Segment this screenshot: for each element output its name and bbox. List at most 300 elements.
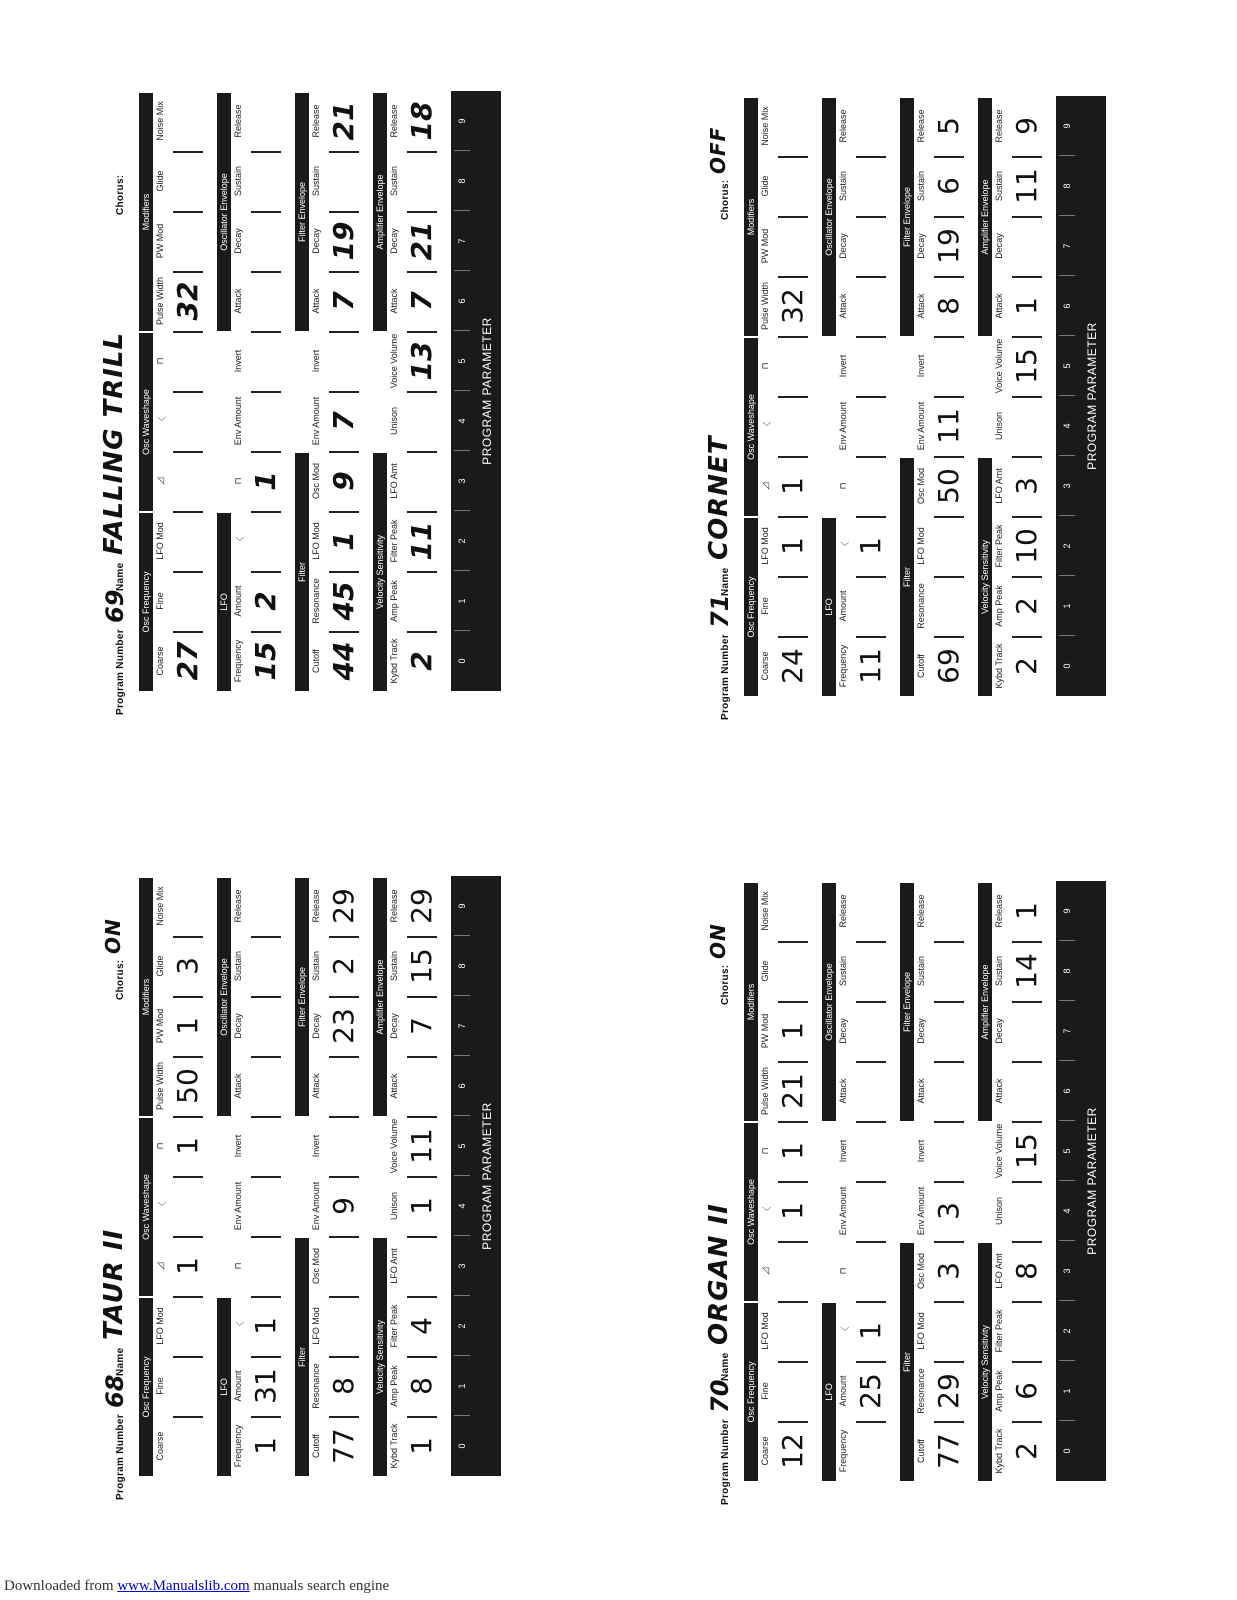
parameter-cell[interactable] [836, 576, 898, 636]
group-header: Oscillator Envelope [217, 878, 231, 1116]
parameter-value: 29 [932, 1373, 965, 1409]
parameter-cell[interactable] [914, 1061, 976, 1121]
cell-divider [778, 396, 808, 398]
parameter-cell[interactable] [992, 1241, 1054, 1301]
number-divider [454, 450, 470, 451]
parameter-name: Decay [994, 1018, 1004, 1044]
parameter-cell[interactable] [758, 156, 820, 216]
parameter-row [978, 881, 1056, 1481]
parameter-cell[interactable] [758, 1241, 820, 1301]
cell-divider [1012, 941, 1042, 943]
parameter-cell[interactable] [758, 576, 820, 636]
parameter-cell[interactable] [231, 91, 293, 151]
parameter-cell[interactable] [914, 1001, 976, 1061]
column-number: 3 [1062, 1268, 1072, 1274]
group-headers [822, 96, 836, 696]
parameter-cell[interactable] [309, 331, 371, 391]
parameter-cell[interactable] [153, 91, 215, 151]
parameter-cell[interactable] [153, 1416, 215, 1476]
parameter-cell[interactable] [153, 876, 215, 936]
parameter-value: 1 [854, 537, 887, 555]
parameter-cell[interactable] [914, 576, 976, 636]
column-number: 2 [1062, 543, 1072, 549]
parameter-value: 7 [405, 291, 438, 311]
parameter-value: 27 [171, 641, 204, 681]
parameter-cell[interactable] [758, 516, 820, 576]
parameter-cell[interactable] [992, 941, 1054, 1001]
parameter-name: Attack [838, 293, 848, 319]
parameter-cell[interactable] [387, 1176, 449, 1236]
parameter-cell[interactable] [309, 571, 371, 631]
parameter-cell[interactable] [387, 1116, 449, 1176]
parameter-name: Kybd Track [994, 643, 1004, 689]
parameter-cell[interactable] [758, 941, 820, 1001]
parameter-name: Env Amount [233, 396, 243, 446]
parameter-cell[interactable] [992, 216, 1054, 276]
cell-divider [856, 1241, 886, 1243]
cell-divider [407, 1236, 437, 1238]
parameter-cell[interactable] [836, 1001, 898, 1061]
parameter-cell[interactable] [836, 1061, 898, 1121]
parameter-cell[interactable] [992, 881, 1054, 941]
cell-divider [407, 511, 437, 513]
parameter-cell[interactable] [309, 996, 371, 1056]
parameter-cell[interactable] [758, 336, 820, 396]
parameter-cell[interactable] [836, 216, 898, 276]
parameter-cell[interactable] [836, 881, 898, 941]
number-divider [1059, 215, 1075, 216]
parameter-cell[interactable] [387, 151, 449, 211]
parameter-cell[interactable] [836, 1361, 898, 1421]
cell-divider [856, 1301, 886, 1303]
parameter-name: LFO Amt [994, 1253, 1004, 1289]
chorus-label: Chorus: [720, 179, 731, 220]
parameter-cell[interactable] [992, 576, 1054, 636]
number-divider [454, 1055, 470, 1056]
parameter-name: Voice Volume [994, 1123, 1004, 1179]
column-number: 1 [457, 1383, 467, 1389]
parameter-value: 11 [1010, 168, 1043, 204]
parameter-name: 〈 [840, 541, 850, 551]
parameter-cell[interactable] [387, 1416, 449, 1476]
parameter-cell[interactable] [758, 1181, 820, 1241]
column-number: 6 [457, 298, 467, 304]
parameter-cell[interactable] [758, 1361, 820, 1421]
parameter-cell[interactable] [309, 151, 371, 211]
parameter-cell[interactable] [387, 211, 449, 271]
parameter-name: LFO Amt [389, 1248, 399, 1284]
cell-divider [1012, 456, 1042, 458]
parameter-name: Glide [760, 175, 770, 197]
parameter-value: 50 [932, 468, 965, 504]
parameter-cell[interactable] [992, 156, 1054, 216]
cell-divider [329, 631, 359, 633]
parameter-cell[interactable] [231, 451, 293, 511]
cell-divider [173, 1296, 203, 1298]
manualslib-link[interactable]: www.Manualslib.com [117, 1578, 250, 1594]
parameter-value: 69 [932, 648, 965, 684]
parameter-cell[interactable] [758, 881, 820, 941]
parameter-cell[interactable] [153, 936, 215, 996]
cell-divider [173, 996, 203, 998]
download-footer [4, 1578, 389, 1595]
parameter-cell[interactable] [231, 876, 293, 936]
parameter-cell[interactable] [992, 636, 1054, 696]
parameter-cell[interactable] [231, 1236, 293, 1296]
parameter-cell[interactable] [231, 1116, 293, 1176]
column-number: 8 [457, 178, 467, 184]
parameter-cell[interactable] [153, 996, 215, 1056]
parameter-value: 23 [327, 1008, 360, 1044]
parameter-cell[interactable] [992, 1061, 1054, 1121]
parameter-cell[interactable] [914, 216, 976, 276]
parameter-cell[interactable] [836, 636, 898, 696]
parameter-cell[interactable] [153, 271, 215, 331]
parameter-value: 45 [327, 581, 360, 621]
parameter-cell[interactable] [231, 1416, 293, 1476]
parameter-cell[interactable] [758, 1061, 820, 1121]
name-label: Name [720, 567, 731, 596]
parameter-cell[interactable] [153, 1056, 215, 1116]
name-label: Name [115, 562, 126, 591]
parameter-cell[interactable] [992, 396, 1054, 456]
parameter-name: Fine [155, 592, 165, 610]
program-sheet-69 [95, 75, 494, 715]
parameter-value: 21 [776, 1073, 809, 1109]
parameter-cell[interactable] [387, 1356, 449, 1416]
column-number: 8 [1062, 183, 1072, 189]
parameter-cell[interactable] [309, 511, 371, 571]
parameter-cell[interactable] [992, 516, 1054, 576]
column-number: 2 [457, 538, 467, 544]
cell-divider [407, 331, 437, 333]
parameter-value: 2 [1010, 1442, 1043, 1460]
parameter-cell[interactable] [758, 1121, 820, 1181]
cell-divider [778, 636, 808, 638]
parameter-cell[interactable] [309, 936, 371, 996]
cell-divider [251, 1416, 281, 1418]
parameter-cell[interactable] [914, 336, 976, 396]
cell-divider [173, 151, 203, 153]
parameter-cell[interactable] [914, 1181, 976, 1241]
parameter-cell[interactable] [231, 271, 293, 331]
parameter-cell[interactable] [153, 1116, 215, 1176]
parameter-cell[interactable] [836, 516, 898, 576]
parameter-cell[interactable] [231, 996, 293, 1056]
parameter-cell[interactable] [836, 336, 898, 396]
cell-divider [934, 336, 964, 338]
parameter-name: Coarse [760, 1436, 770, 1466]
parameter-value: 1 [776, 1142, 809, 1160]
parameter-cell[interactable] [231, 211, 293, 271]
parameter-cell[interactable] [309, 1296, 371, 1356]
program-name: CORNET [704, 435, 734, 560]
column-number: 5 [1062, 1148, 1072, 1154]
parameter-cell[interactable] [758, 396, 820, 456]
parameter-value: 1 [171, 1257, 204, 1275]
group-header: Osc Waveshape [139, 333, 153, 511]
parameter-cell[interactable] [914, 96, 976, 156]
parameter-cell[interactable] [387, 996, 449, 1056]
cell-divider [173, 1116, 203, 1118]
parameter-cell[interactable] [153, 1176, 215, 1236]
parameter-cell[interactable] [758, 216, 820, 276]
parameter-cell[interactable] [914, 396, 976, 456]
parameter-cell[interactable] [914, 1241, 976, 1301]
parameter-name: Env Amount [838, 1186, 848, 1236]
parameter-value: 21 [327, 101, 360, 141]
parameter-value: 1 [776, 537, 809, 555]
parameter-value: 1 [171, 1137, 204, 1155]
parameter-cell[interactable] [836, 1301, 898, 1361]
cell-divider [778, 456, 808, 458]
column-number: 3 [457, 478, 467, 484]
parameter-cell[interactable] [992, 336, 1054, 396]
parameter-cell[interactable] [992, 1121, 1054, 1181]
parameter-cell[interactable] [231, 511, 293, 571]
parameter-value: 32 [776, 288, 809, 324]
parameter-name: Decay [233, 1013, 243, 1039]
parameter-cell[interactable] [309, 1056, 371, 1116]
cell-divider [251, 151, 281, 153]
cell-divider [251, 631, 281, 633]
parameter-name: Resonance [311, 1363, 321, 1409]
parameter-row [295, 876, 373, 1476]
parameter-cell[interactable] [309, 271, 371, 331]
cell-divider [251, 1236, 281, 1238]
parameter-cell[interactable] [387, 91, 449, 151]
parameter-cell[interactable] [914, 941, 976, 1001]
parameter-cell[interactable] [387, 331, 449, 391]
cell-divider [173, 571, 203, 573]
parameter-cell[interactable] [387, 1236, 449, 1296]
parameter-cell[interactable] [758, 1001, 820, 1061]
parameter-cell[interactable] [387, 876, 449, 936]
cell-divider [778, 1061, 808, 1063]
parameter-name: Invert [916, 354, 926, 378]
number-row [451, 91, 473, 691]
number-divider [1059, 1000, 1075, 1001]
parameter-cell[interactable] [309, 391, 371, 451]
parameter-cell[interactable] [836, 156, 898, 216]
cell-divider [251, 511, 281, 513]
parameter-cell[interactable] [758, 276, 820, 336]
parameter-cell[interactable] [387, 511, 449, 571]
parameter-cell[interactable] [758, 96, 820, 156]
parameter-cell[interactable] [309, 1236, 371, 1296]
parameter-cell[interactable] [914, 1121, 976, 1181]
parameter-cell[interactable] [992, 1181, 1054, 1241]
parameter-cell[interactable] [992, 1421, 1054, 1481]
parameter-cell[interactable] [231, 936, 293, 996]
parameter-cell[interactable] [836, 1121, 898, 1181]
cell-divider [251, 1356, 281, 1358]
parameter-cell[interactable] [992, 456, 1054, 516]
cell-divider [856, 1121, 886, 1123]
parameter-value: 77 [932, 1433, 965, 1469]
parameter-cell[interactable] [231, 1296, 293, 1356]
parameter-name: ◿ [155, 477, 165, 485]
parameter-cell[interactable] [914, 1301, 976, 1361]
group-headers [900, 881, 914, 1481]
parameter-cell[interactable] [914, 156, 976, 216]
parameter-name: Resonance [916, 1368, 926, 1414]
parameter-cell[interactable] [153, 511, 215, 571]
parameter-name: 〈 [235, 536, 245, 546]
parameter-value: 2 [1010, 657, 1043, 675]
parameter-name: Decay [311, 228, 321, 254]
parameter-name: Kybd Track [994, 1428, 1004, 1474]
parameter-cell[interactable] [309, 91, 371, 151]
parameter-cell[interactable] [231, 1056, 293, 1116]
parameter-cell[interactable] [153, 1236, 215, 1296]
column-number: 4 [457, 1203, 467, 1209]
parameter-name: Amp Peak [389, 1365, 399, 1407]
cell-divider [1012, 1241, 1042, 1243]
parameter-name: PW Mod [155, 223, 165, 259]
parameter-cell[interactable] [914, 456, 976, 516]
number-divider [454, 510, 470, 511]
parameter-value: 15 [405, 948, 438, 984]
parameter-name: Sustain [389, 165, 399, 197]
group-header: LFO [217, 1298, 231, 1476]
parameter-row [139, 876, 217, 1476]
parameter-cell[interactable] [758, 1301, 820, 1361]
parameter-value: 1 [249, 1437, 282, 1455]
parameter-cell[interactable] [231, 151, 293, 211]
parameter-cell[interactable] [387, 271, 449, 331]
parameter-cell[interactable] [153, 151, 215, 211]
group-header: Amplifier Envelope [978, 98, 992, 336]
parameter-cell[interactable] [153, 331, 215, 391]
cell-divider [778, 1121, 808, 1123]
parameter-cell[interactable] [914, 1361, 976, 1421]
parameter-cell[interactable] [992, 96, 1054, 156]
parameter-cell[interactable] [309, 451, 371, 511]
parameter-name: Release [233, 104, 243, 138]
parameter-name: Decay [311, 1013, 321, 1039]
parameter-value: 1 [249, 1317, 282, 1335]
parameter-cell[interactable] [153, 571, 215, 631]
parameter-cell[interactable] [231, 631, 293, 691]
parameter-cell[interactable] [153, 391, 215, 451]
parameter-name: Attack [838, 1078, 848, 1104]
parameter-cell[interactable] [231, 571, 293, 631]
parameter-value: 12 [776, 1433, 809, 1469]
parameter-cell[interactable] [992, 276, 1054, 336]
parameter-cell[interactable] [836, 1241, 898, 1301]
parameter-name: Env Amount [311, 396, 321, 446]
parameter-value: 7 [327, 411, 360, 431]
parameter-cell[interactable] [836, 276, 898, 336]
program-number-value: 71 [706, 594, 734, 628]
cell-divider [856, 941, 886, 943]
parameter-cell[interactable] [387, 1056, 449, 1116]
group-header: Filter Envelope [295, 878, 309, 1116]
parameter-cell[interactable] [836, 941, 898, 1001]
cell-divider [1012, 1181, 1042, 1183]
cell-divider [934, 216, 964, 218]
parameter-name: Coarse [155, 646, 165, 676]
chorus-label: Chorus: [720, 964, 731, 1005]
parameter-cell[interactable] [914, 276, 976, 336]
parameter-name: Env Amount [916, 401, 926, 451]
parameter-value: 9 [327, 471, 360, 491]
parameter-cell[interactable] [387, 391, 449, 451]
cell-divider [407, 996, 437, 998]
parameter-cell[interactable] [153, 451, 215, 511]
parameter-value: 1 [776, 1202, 809, 1220]
parameter-cell[interactable] [836, 1421, 898, 1481]
parameter-cell[interactable] [758, 1421, 820, 1481]
name-label: Name [115, 1347, 126, 1376]
parameter-name: Amount [233, 585, 243, 617]
parameter-cell[interactable] [387, 451, 449, 511]
parameter-cell[interactable] [231, 1176, 293, 1236]
parameter-value: 11 [405, 521, 438, 561]
parameter-cell[interactable] [914, 516, 976, 576]
parameter-cell[interactable] [309, 1356, 371, 1416]
parameter-cell[interactable] [914, 881, 976, 941]
parameter-cell[interactable] [914, 1421, 976, 1481]
parameter-name: ⊓ [760, 1147, 770, 1155]
cell-divider [173, 1056, 203, 1058]
cell-divider [778, 1301, 808, 1303]
parameter-cell[interactable] [758, 456, 820, 516]
parameter-cell[interactable] [309, 631, 371, 691]
parameter-cell[interactable] [309, 211, 371, 271]
parameter-cell[interactable] [231, 391, 293, 451]
parameter-name: Osc Mod [916, 1253, 926, 1290]
parameter-cell[interactable] [992, 1361, 1054, 1421]
parameter-cell[interactable] [836, 396, 898, 456]
cell-divider [329, 1116, 359, 1118]
parameter-value: 8 [327, 1377, 360, 1395]
column-number: 9 [457, 903, 467, 909]
parameter-name: ⊓ [155, 357, 165, 365]
parameter-cell[interactable] [758, 636, 820, 696]
cell-divider [1012, 516, 1042, 518]
parameter-cell[interactable] [309, 1416, 371, 1476]
parameter-value: 2 [327, 957, 360, 975]
parameter-name: Invert [838, 1139, 848, 1163]
cell-divider [251, 1116, 281, 1118]
parameter-cell[interactable] [153, 1296, 215, 1356]
parameter-cell[interactable] [914, 636, 976, 696]
parameter-cell[interactable] [153, 631, 215, 691]
parameter-cell[interactable] [231, 331, 293, 391]
parameter-cell[interactable] [153, 211, 215, 271]
parameter-cell[interactable] [992, 1301, 1054, 1361]
cell-divider [173, 936, 203, 938]
parameter-cell[interactable] [836, 1181, 898, 1241]
parameter-value: 21 [405, 221, 438, 261]
parameter-cell[interactable] [992, 1001, 1054, 1061]
parameter-cell[interactable] [309, 876, 371, 936]
parameter-cell[interactable] [153, 1356, 215, 1416]
cell-divider [407, 271, 437, 273]
parameter-cell[interactable] [309, 1176, 371, 1236]
parameter-name: Decay [994, 233, 1004, 259]
parameter-cell[interactable] [387, 571, 449, 631]
parameter-cell[interactable] [231, 1356, 293, 1416]
parameter-cell[interactable] [309, 1116, 371, 1176]
parameter-cell[interactable] [836, 96, 898, 156]
parameter-cell[interactable] [836, 456, 898, 516]
parameter-cell[interactable] [387, 631, 449, 691]
parameter-cell[interactable] [387, 936, 449, 996]
parameter-cell[interactable] [387, 1296, 449, 1356]
